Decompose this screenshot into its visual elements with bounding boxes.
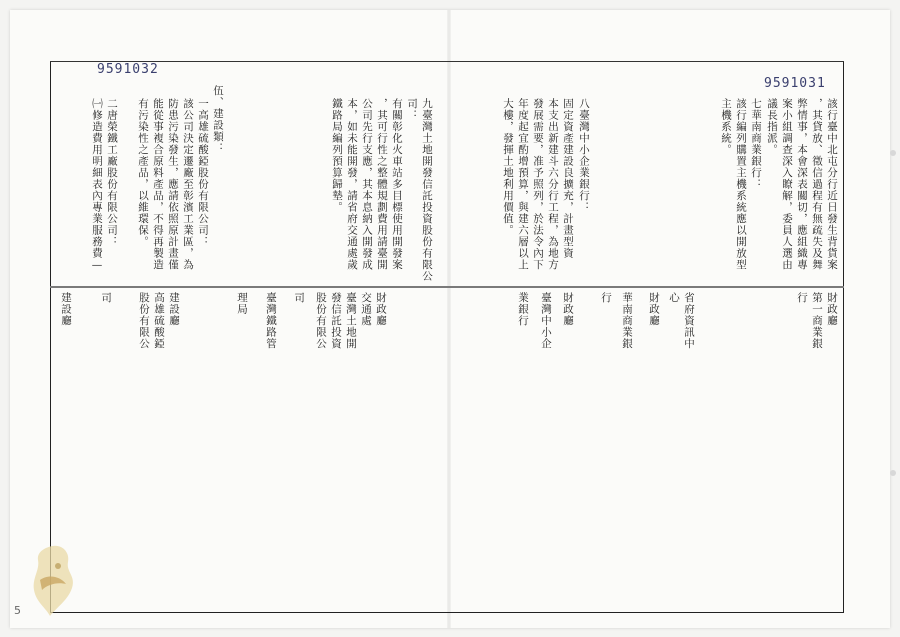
agency-label: 心: [668, 292, 680, 304]
section-divider: [50, 286, 844, 288]
body-column: 有污染性之產品，以維環保。: [137, 98, 149, 248]
archive-watermark-icon: [18, 540, 88, 620]
agency-label: 行: [796, 292, 808, 304]
agency-label: 財政廳: [648, 292, 660, 327]
table-top-line: [50, 61, 844, 62]
agency-label: 臺灣土地開: [345, 292, 357, 350]
agency-label: 行: [600, 292, 612, 304]
body-column: 有關彰化火車站多目標使用開發案: [391, 98, 403, 271]
body-column: 能從事複合原料產品，不得再製造: [152, 98, 164, 271]
agency-label: 司: [100, 292, 112, 304]
body-column: 議長指派。: [766, 98, 778, 156]
agency-label: 第一商業銀: [811, 292, 823, 350]
body-column: ，其可行性之整體規劃費用請臺開: [376, 98, 388, 271]
body-column: 該行臺中北屯分行近日發生背貨案: [826, 98, 838, 271]
agency-label: 建設廳: [168, 292, 180, 327]
agency-label: 司: [293, 292, 305, 304]
body-column: 鐵路局編列預算歸墊。: [331, 98, 343, 213]
body-column: 案小組調查深入瞭解，委員人選由: [781, 98, 793, 271]
body-column: 該行編列購置主機系統應以開放型: [735, 98, 747, 271]
body-column: 大樓，發揮土地利用價值。: [502, 98, 514, 236]
body-column: 七華南商業銀行：: [750, 98, 762, 190]
body-column: 司：: [406, 98, 418, 121]
body-column: 本支出新建斗六分行工程，為地方: [547, 98, 559, 271]
body-column: 固定資產建設良擴充，計畫型資: [562, 98, 574, 259]
doc-number-right: 9591031: [764, 76, 826, 91]
agency-label: 省府資訊中: [683, 292, 695, 350]
body-column: 年度起宜酌增預算，與建六層以上: [517, 98, 529, 271]
agency-label: 建設廳: [60, 292, 72, 327]
body-column: 該公司決定遷廠至彰濱工業區，為: [182, 98, 194, 271]
body-column: 本，如未能開發，請省府交通處歲: [346, 98, 358, 271]
body-column: 伍、建設類：: [212, 85, 224, 154]
agency-label: 交通處: [360, 292, 372, 327]
body-column: 八臺灣中小企業銀行：: [578, 98, 590, 213]
punch-hole: [890, 470, 896, 476]
agency-label: 財政廳: [826, 292, 838, 327]
body-column: 公司先行支應，其本息納入開發成: [361, 98, 373, 271]
agency-label: 股份有限公: [138, 292, 150, 350]
agency-label: 財政廳: [562, 292, 574, 327]
agency-label: 高雄硫酸錏: [153, 292, 165, 350]
body-column: 主機系統。: [720, 98, 732, 156]
agency-label: 臺灣鐵路管: [265, 292, 277, 350]
agency-label: 臺灣中小企: [540, 292, 552, 350]
agency-label: 理局: [236, 292, 248, 315]
agency-label: 股份有限公: [315, 292, 327, 350]
body-column: ㈠修造費用明細表內專業服務費—: [91, 98, 103, 272]
punch-hole: [890, 150, 896, 156]
doc-number-left: 9591032: [97, 62, 159, 77]
body-column: 弊情事，本會深表關切，應組織專: [796, 98, 808, 271]
agency-label: 華南商業銀: [621, 292, 633, 350]
agency-label: 發信託投資: [330, 292, 342, 350]
body-column: 二唐榮鐵工廠股份有限公司：: [106, 98, 118, 248]
body-column: 發展需要，准予照列，於法令內下: [532, 98, 544, 271]
body-column: 防患污染發生，應請依照原計畫僅: [167, 98, 179, 271]
agency-label: 財政廳: [375, 292, 387, 327]
body-column: 九臺灣土地開發信託投資股份有限公: [421, 98, 433, 282]
page-mark: 5: [14, 604, 21, 617]
agency-label: 業銀行: [517, 292, 529, 327]
body-column: ，其貸放、徵信過程有無疏失及舞: [811, 98, 823, 271]
body-column: 一高雄硫酸錏股份有限公司：: [197, 98, 209, 248]
